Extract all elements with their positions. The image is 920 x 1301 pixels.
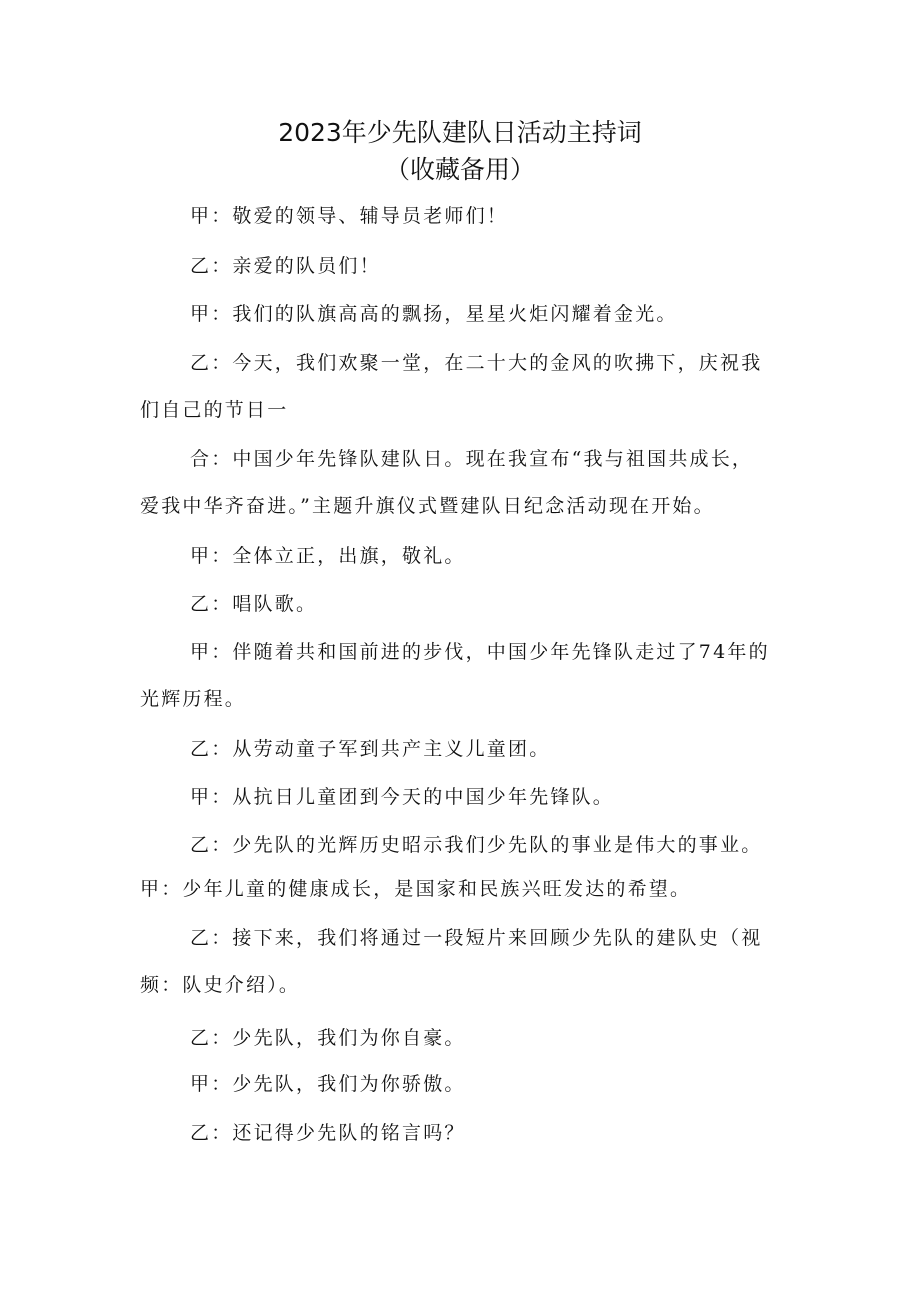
dialogue-text: 乙：亲爱的队员们！: [190, 255, 381, 277]
dialogue-line: [140, 533, 785, 580]
dialogue-line: [140, 436, 785, 530]
dialogue-text: 爱我中华齐奋进。”主题升旗仪式暨建队日纪念活动现在开始。: [140, 495, 715, 517]
dialogue-line: [140, 629, 785, 723]
dialogue-text: 乙：还记得少先队的铭言吗？: [190, 1122, 466, 1144]
dialogue-text: 乙：唱队歌。: [190, 593, 318, 615]
document-title: 2023年少先队建队日活动主持词: [278, 118, 642, 147]
dialogue-line: [140, 243, 785, 290]
dialogue-text: 乙：少先队，我们为你自豪。: [190, 1027, 466, 1049]
dialogue-text: 甲：少先队，我们为你骄傲。: [190, 1073, 466, 1095]
dialogue-line: [140, 726, 785, 773]
dialogue-line: [140, 193, 785, 240]
dialogue-line: [140, 1110, 785, 1157]
dialogue-line: [140, 581, 785, 628]
dialogue-text: 乙：今天，我们欢聚一堂，在二十大的金风的吹拂下，庆祝我: [190, 352, 763, 374]
dialogue-text: 甲：敬爱的领导、辅导员老师们！: [190, 205, 509, 227]
document-subtitle: （收藏备用）: [384, 155, 535, 184]
dialogue-text: 乙：接下来，我们将通过一段短片来回顾少先队的建队史（视: [190, 927, 763, 949]
dialogue-text: 甲：少年儿童的健康成长，是国家和民族兴旺发达的希望。: [140, 878, 692, 900]
dialogue-text: 乙：少先队的光辉历史昭示我们少先队的事业是伟大的事业。: [190, 834, 763, 856]
dialogue-line: [140, 1061, 785, 1108]
dialogue-text: 乙：从劳动童子军到共产主义儿童团。: [190, 738, 551, 760]
dialogue-line: [140, 1015, 785, 1062]
dialogue-line: [140, 291, 785, 338]
dialogue-text: 甲：我们的队旗高高的飘扬，星星火炬闪耀着金光。: [190, 303, 678, 325]
dialogue-line: [140, 866, 785, 913]
dialogue-line: [140, 915, 785, 1009]
dialogue-text: 光辉历程。: [140, 688, 247, 710]
dialogue-text: 们自己的节日一: [140, 399, 289, 421]
dialogue-line: [140, 340, 785, 434]
dialogue-line: [140, 822, 785, 869]
dialogue-text: 合：中国少年先锋队建队日。现在我宣布“我与祖国共成长，: [190, 448, 754, 470]
dialogue-text: 频：队史介绍）。: [140, 974, 301, 996]
dialogue-text: 甲：从抗日儿童团到今天的中国少年先锋队。: [190, 786, 615, 808]
dialogue-line: [140, 774, 785, 821]
dialogue-text: 甲：全体立正，出旗，敬礼。: [190, 545, 466, 567]
dialogue-text: 甲：伴随着共和国前进的步伐，中国少年先锋队走过了74年的: [190, 641, 770, 663]
